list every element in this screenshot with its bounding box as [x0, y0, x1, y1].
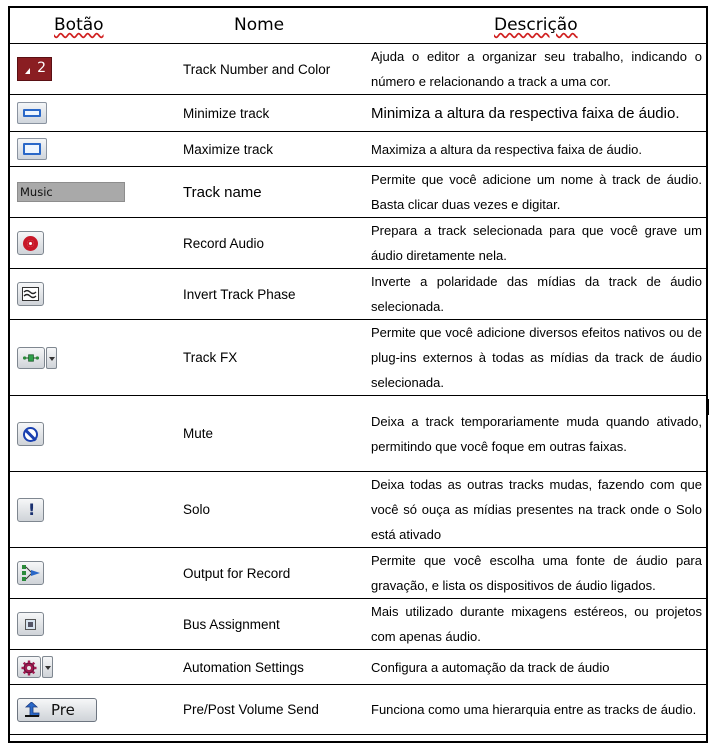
row-name: Pre/Post Volume Send: [174, 685, 362, 735]
row-name: Solo: [174, 472, 362, 548]
header-description: Descrição: [362, 6, 708, 44]
row-description: Maximiza a altura da respectiva faixa de áudio.: [362, 132, 708, 167]
buttons-table: [8, 6, 708, 735]
header-name: Nome: [174, 6, 362, 44]
table-row: [8, 218, 708, 269]
track-fx-dropdown-icon[interactable]: [46, 347, 57, 369]
row-description: Funciona como uma hierarquia entre as tracks de áudio.: [362, 685, 708, 735]
record-audio-icon[interactable]: [17, 231, 44, 255]
automation-settings-icon[interactable]: [17, 656, 41, 678]
automation-dropdown-icon[interactable]: [42, 656, 53, 678]
table-row: [8, 396, 708, 472]
solo-icon[interactable]: !: [17, 498, 44, 522]
row-description: Deixa a track temporariamente muda quando ativado, permitindo que você foque em outras faixas.: [362, 396, 708, 472]
row-description: Ajuda o editor a organizar seu trabalho, indicando o número e relacionando a track a uma cor.: [362, 44, 708, 95]
table-row: [8, 320, 708, 396]
row-name: Invert Track Phase: [174, 269, 362, 320]
row-name: Track FX: [174, 320, 362, 396]
minimize-track-icon[interactable]: [17, 102, 47, 124]
table-row: [8, 599, 708, 650]
mute-icon[interactable]: [17, 422, 44, 446]
row-description: Deixa todas as outras tracks mudas, fazendo com que você só ouça as mídias presentes na track onde o Solo está ativado: [362, 472, 708, 548]
table-row: [8, 685, 708, 735]
row-name: Track name: [174, 167, 362, 218]
row-description: Permite que você adicione diversos efeitos nativos ou de plug-ins externos à todas as mídias da track de áudio selecionada.: [362, 320, 708, 396]
track-fx-icon[interactable]: [17, 347, 45, 369]
table-row: [8, 472, 708, 548]
table-row: [8, 269, 708, 320]
table-header-row: [8, 6, 708, 44]
row-name: Minimize track: [174, 95, 362, 132]
row-name: Bus Assignment: [174, 599, 362, 650]
bus-assignment-icon[interactable]: [17, 612, 44, 636]
row-name: Automation Settings: [174, 650, 362, 685]
maximize-track-icon[interactable]: [17, 138, 47, 160]
row-name: Record Audio: [174, 218, 362, 269]
invert-phase-icon[interactable]: [17, 282, 44, 306]
row-description: Prepara a track selecionada para que você grave um áudio diretamente nela.: [362, 218, 708, 269]
table-row: [8, 132, 708, 167]
row-name: Maximize track: [174, 132, 362, 167]
pre-post-send-icon[interactable]: Pre: [17, 698, 97, 722]
track-name-field[interactable]: Music: [17, 182, 125, 202]
table-row: [8, 548, 708, 599]
output-record-icon[interactable]: [17, 561, 44, 585]
row-description: Inverte a polaridade das mídias da track de áudio selecionada.: [362, 269, 708, 320]
row-description: Permite que você adicione um nome à track de áudio. Basta clicar duas vezes e digitar.: [362, 167, 708, 218]
row-description: Mais utilizado durante mixagens estéreos, ou projetos com apenas áudio.: [362, 599, 708, 650]
row-name: Track Number and Color: [174, 44, 362, 95]
table-row: [8, 95, 708, 132]
row-description: Permite que você escolha uma fonte de áudio para gravação, e lista os dispositivos de áudio ligados.: [362, 548, 708, 599]
text-cursor: [708, 399, 709, 415]
row-name: Mute: [174, 396, 362, 472]
table-row: [8, 44, 708, 95]
table-row: [8, 167, 708, 218]
row-description: Configura a automação da track de áudio: [362, 650, 708, 685]
track-number-color-icon[interactable]: 2: [17, 57, 52, 81]
table-row: [8, 650, 708, 685]
header-button: Botão: [8, 6, 174, 44]
row-name: Output for Record: [174, 548, 362, 599]
row-description: Minimiza a altura da respectiva faixa de áudio.: [362, 95, 708, 132]
